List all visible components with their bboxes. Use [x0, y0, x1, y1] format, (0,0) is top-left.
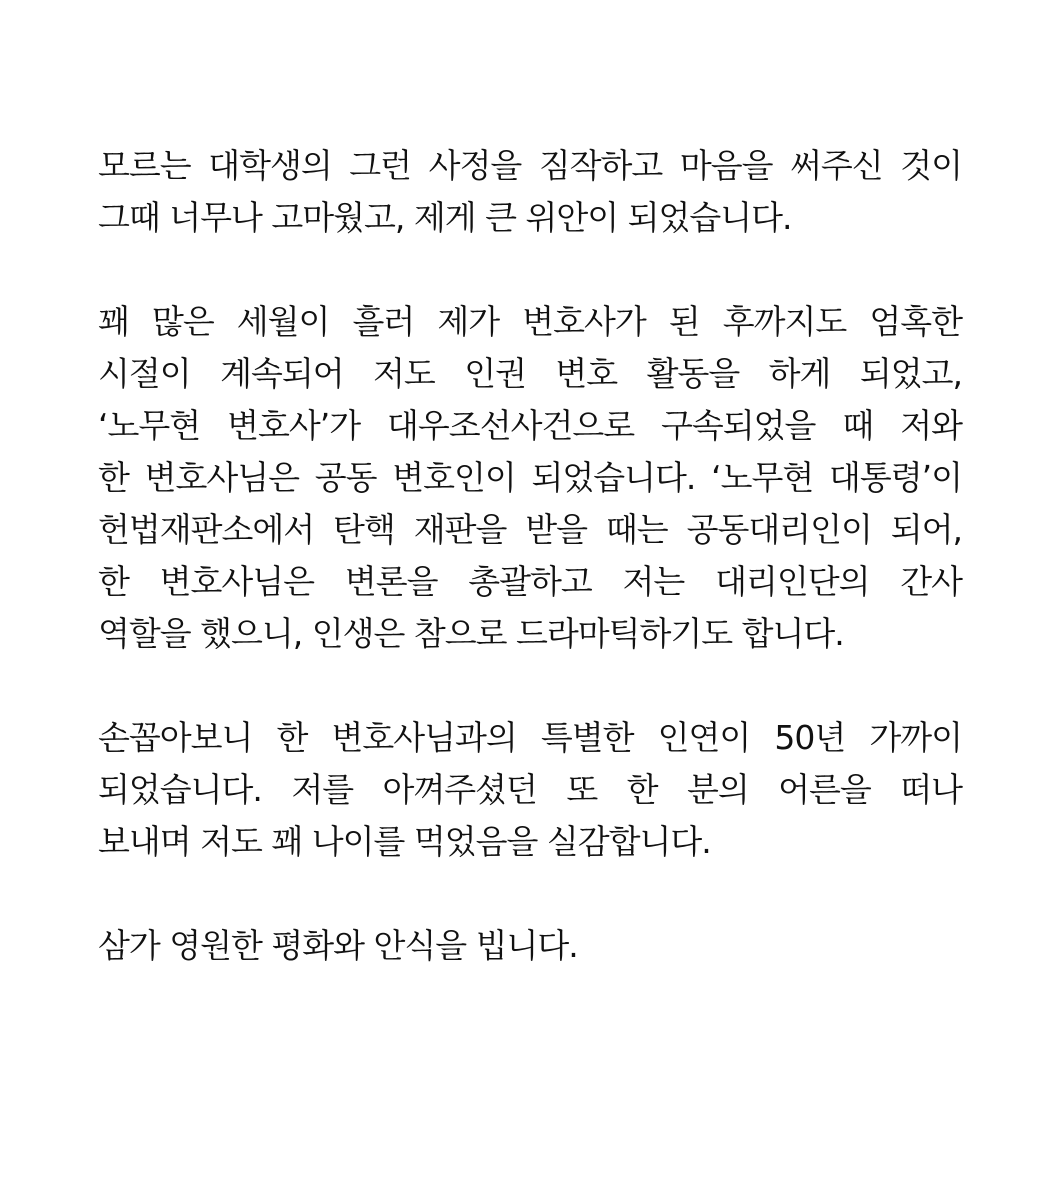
text-line: ‘노무현 변호사’가 대우조선사건으로 구속되었을 때 저와 — [98, 406, 962, 445]
paragraph-1 — [98, 140, 962, 244]
text-line: 역할을 했으니, 인생은 참으로 드라마틱하기도 합니다. — [98, 614, 844, 653]
paragraph-4 — [98, 920, 962, 972]
text-line: 손꼽아보니 한 변호사님과의 특별한 인연이 50년 가까이 — [98, 718, 962, 757]
text-line: 모르는 대학생의 그런 사정을 짐작하고 마음을 써주신 것이 — [98, 146, 962, 185]
text-line: 그때 너무나 고마웠고, 제게 큰 위안이 되었습니다. — [98, 198, 792, 237]
paragraph-3 — [98, 712, 962, 868]
letter-body — [98, 140, 962, 972]
paragraph-2 — [98, 296, 962, 660]
text-line: 시절이 계속되어 저도 인권 변호 활동을 하게 되었고, — [98, 354, 962, 393]
text-line: 삼가 영원한 평화와 안식을 빕니다. — [98, 926, 578, 965]
text-line: 한 변호사님은 변론을 총괄하고 저는 대리인단의 간사 — [98, 562, 962, 601]
text-line: 보내며 저도 꽤 나이를 먹었음을 실감합니다. — [98, 822, 711, 861]
text-line: 꽤 많은 세월이 흘러 제가 변호사가 된 후까지도 엄혹한 — [98, 302, 962, 341]
text-line: 되었습니다. 저를 아껴주셨던 또 한 분의 어른을 떠나 — [98, 770, 962, 809]
text-line: 헌법재판소에서 탄핵 재판을 받을 때는 공동대리인이 되어, — [98, 510, 962, 549]
text-line: 한 변호사님은 공동 변호인이 되었습니다. ‘노무현 대통령’이 — [98, 458, 962, 497]
